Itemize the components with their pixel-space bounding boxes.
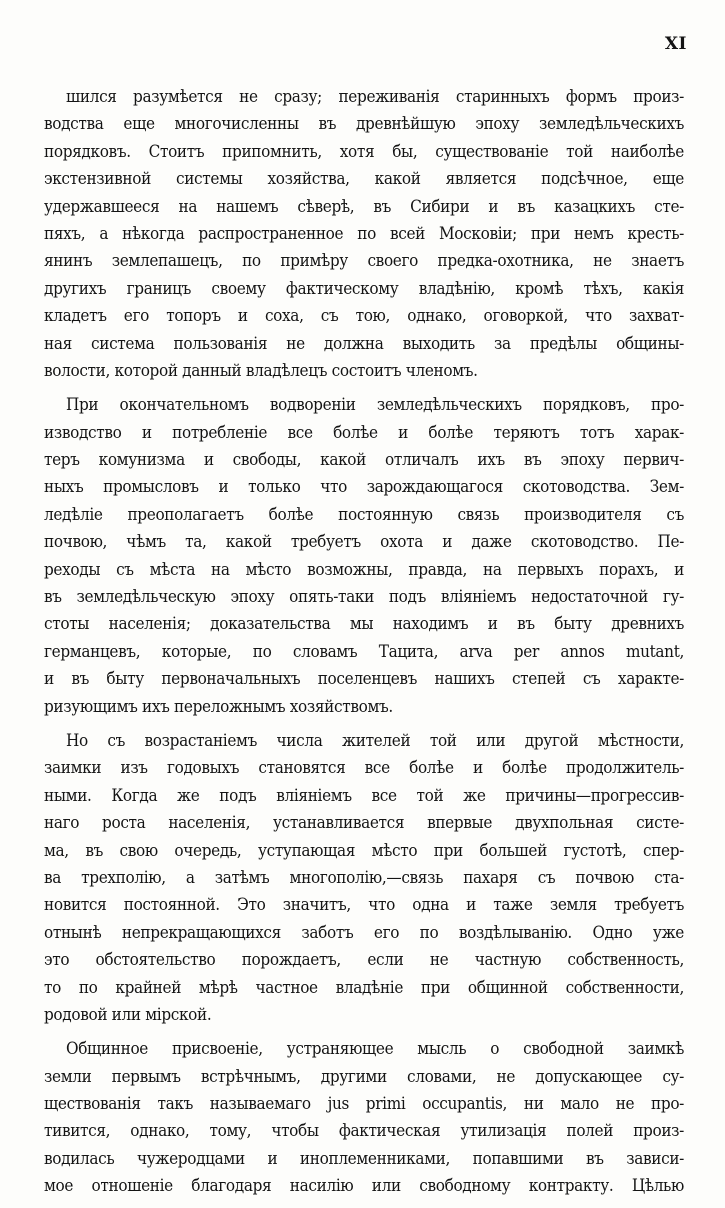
text-line: ма, въ свою очередь, уступающая мѣсто при большей густотѣ, спер- xyxy=(44,840,684,861)
body-text xyxy=(44,84,684,1201)
text-line: почвою, чѣмъ та, какой требуетъ охота и даже скотоводство. Пе- xyxy=(44,532,684,553)
text-line: и въ быту первоначальныхъ поселенцевъ нашихъ степей съ характе- xyxy=(44,669,684,690)
text-line: При окончательномъ водвореніи земледѣльческихъ порядковъ, про- xyxy=(66,395,684,416)
text-line: Но съ возрастаніемъ числа жителей той или другой мѣстности, xyxy=(66,730,684,751)
text-line: пяхъ, а нѣкогда распространенное по всей Московіи; при немъ кресть- xyxy=(44,223,684,244)
text-line: шился разумѣется не сразу; переживанія старинныхъ формъ произ- xyxy=(66,87,684,107)
text-line: волости, которой данный владѣлецъ состоитъ членомъ. xyxy=(44,360,478,381)
text-line: кладетъ его топоръ и соха, съ тою, однако, оговоркой, что захват- xyxy=(44,306,684,327)
page-number: XI xyxy=(664,34,687,54)
text-line: мое отношеніе благодаря насилію или свободному контракту. Цѣлью xyxy=(44,1176,684,1197)
text-line: янинъ землепашецъ, по примѣру своего предка-охотника, не знаетъ xyxy=(44,251,684,272)
text-line: ная система пользованія не должна выходить за предѣлы общины- xyxy=(44,333,684,354)
paragraph xyxy=(44,1036,684,1200)
text-line: водилась чужеродцами и иноплеменниками, попавшими въ зависи- xyxy=(44,1148,684,1169)
paragraph xyxy=(44,728,684,1029)
text-line: ществованія такъ называемаго jus primi occupantis, ни мало не про- xyxy=(44,1094,684,1115)
text-line: заимки изъ годовыхъ становятся все болѣе и болѣе продолжитель- xyxy=(44,758,684,779)
text-line: реходы съ мѣста на мѣсто возможны, правда, на первыхъ порахъ, и xyxy=(44,559,684,580)
text-line: тивится, однако, тому, чтобы фактическая утилизація полей произ- xyxy=(44,1121,684,1142)
text-line: удержавшееся на нашемъ сѣверѣ, въ Сибири и въ казацкихъ сте- xyxy=(44,196,684,217)
text-line: наго роста населенія, устанавливается впервые двухпольная систе- xyxy=(44,813,684,834)
text-line: ледѣліе преополагаетъ болѣе постоянную связь производителя съ xyxy=(44,504,684,525)
text-line: экстензивной системы хозяйства, какой является подсѣчное, еще xyxy=(44,169,684,190)
text-line: это обстоятельство порождаетъ, если не частную собственность, xyxy=(44,950,684,971)
text-line: новится постоянной. Это значитъ, что одна и таже земля требуетъ xyxy=(44,895,684,916)
paragraph xyxy=(44,84,684,385)
text-line: въ земледѣльческую эпоху опять-таки подъ вліяніемъ недостаточной гу- xyxy=(44,587,684,608)
text-line: стоты населенія; доказательства мы находимъ и въ быту древнихъ xyxy=(44,614,684,635)
text-line: ными. Когда же подъ вліяніемъ все той же причины—прогрессив- xyxy=(44,785,684,806)
text-line: ризующимъ ихъ переложнымъ хозяйствомъ. xyxy=(44,696,393,717)
text-line: отнынѣ непрекращающихся заботъ его по воздѣлыванію. Одно уже xyxy=(44,922,684,943)
text-line: водства еще многочисленны въ древнѣйшую эпоху земледѣльческихъ xyxy=(44,114,684,135)
paragraph xyxy=(44,392,684,721)
text-line: германцевъ, которые, по словамъ Тацита, arva per annos mutant, xyxy=(44,641,684,662)
text-line: изводство и потребленіе все болѣе и болѣе теряютъ тотъ харак- xyxy=(44,422,684,443)
text-line: другихъ границъ своему фактическому владѣнію, кромѣ тѣхъ, какія xyxy=(44,278,684,299)
text-line: теръ комунизма и свободы, какой отличалъ ихъ въ эпоху первич- xyxy=(44,450,684,471)
text-line: то по крайней мѣрѣ частное владѣніе при общинной собственности, xyxy=(44,977,684,998)
text-line: ныхъ промысловъ и только что зарождающагося скотоводства. Зем- xyxy=(44,477,684,498)
text-line: ва трехполію, а затѣмъ многополію,—связь пахаря съ почвою ста- xyxy=(44,867,684,888)
text-line: родовой или мірской. xyxy=(44,1004,212,1025)
text-line: Общинное присвоеніе, устраняющее мысль о свободной заимкѣ xyxy=(66,1039,684,1060)
text-line: земли первымъ встрѣчнымъ, другими словами, не допускающее су- xyxy=(44,1066,684,1087)
text-line: порядковъ. Стоитъ припомнить, хотя бы, существованіе той наиболѣе xyxy=(44,141,684,162)
